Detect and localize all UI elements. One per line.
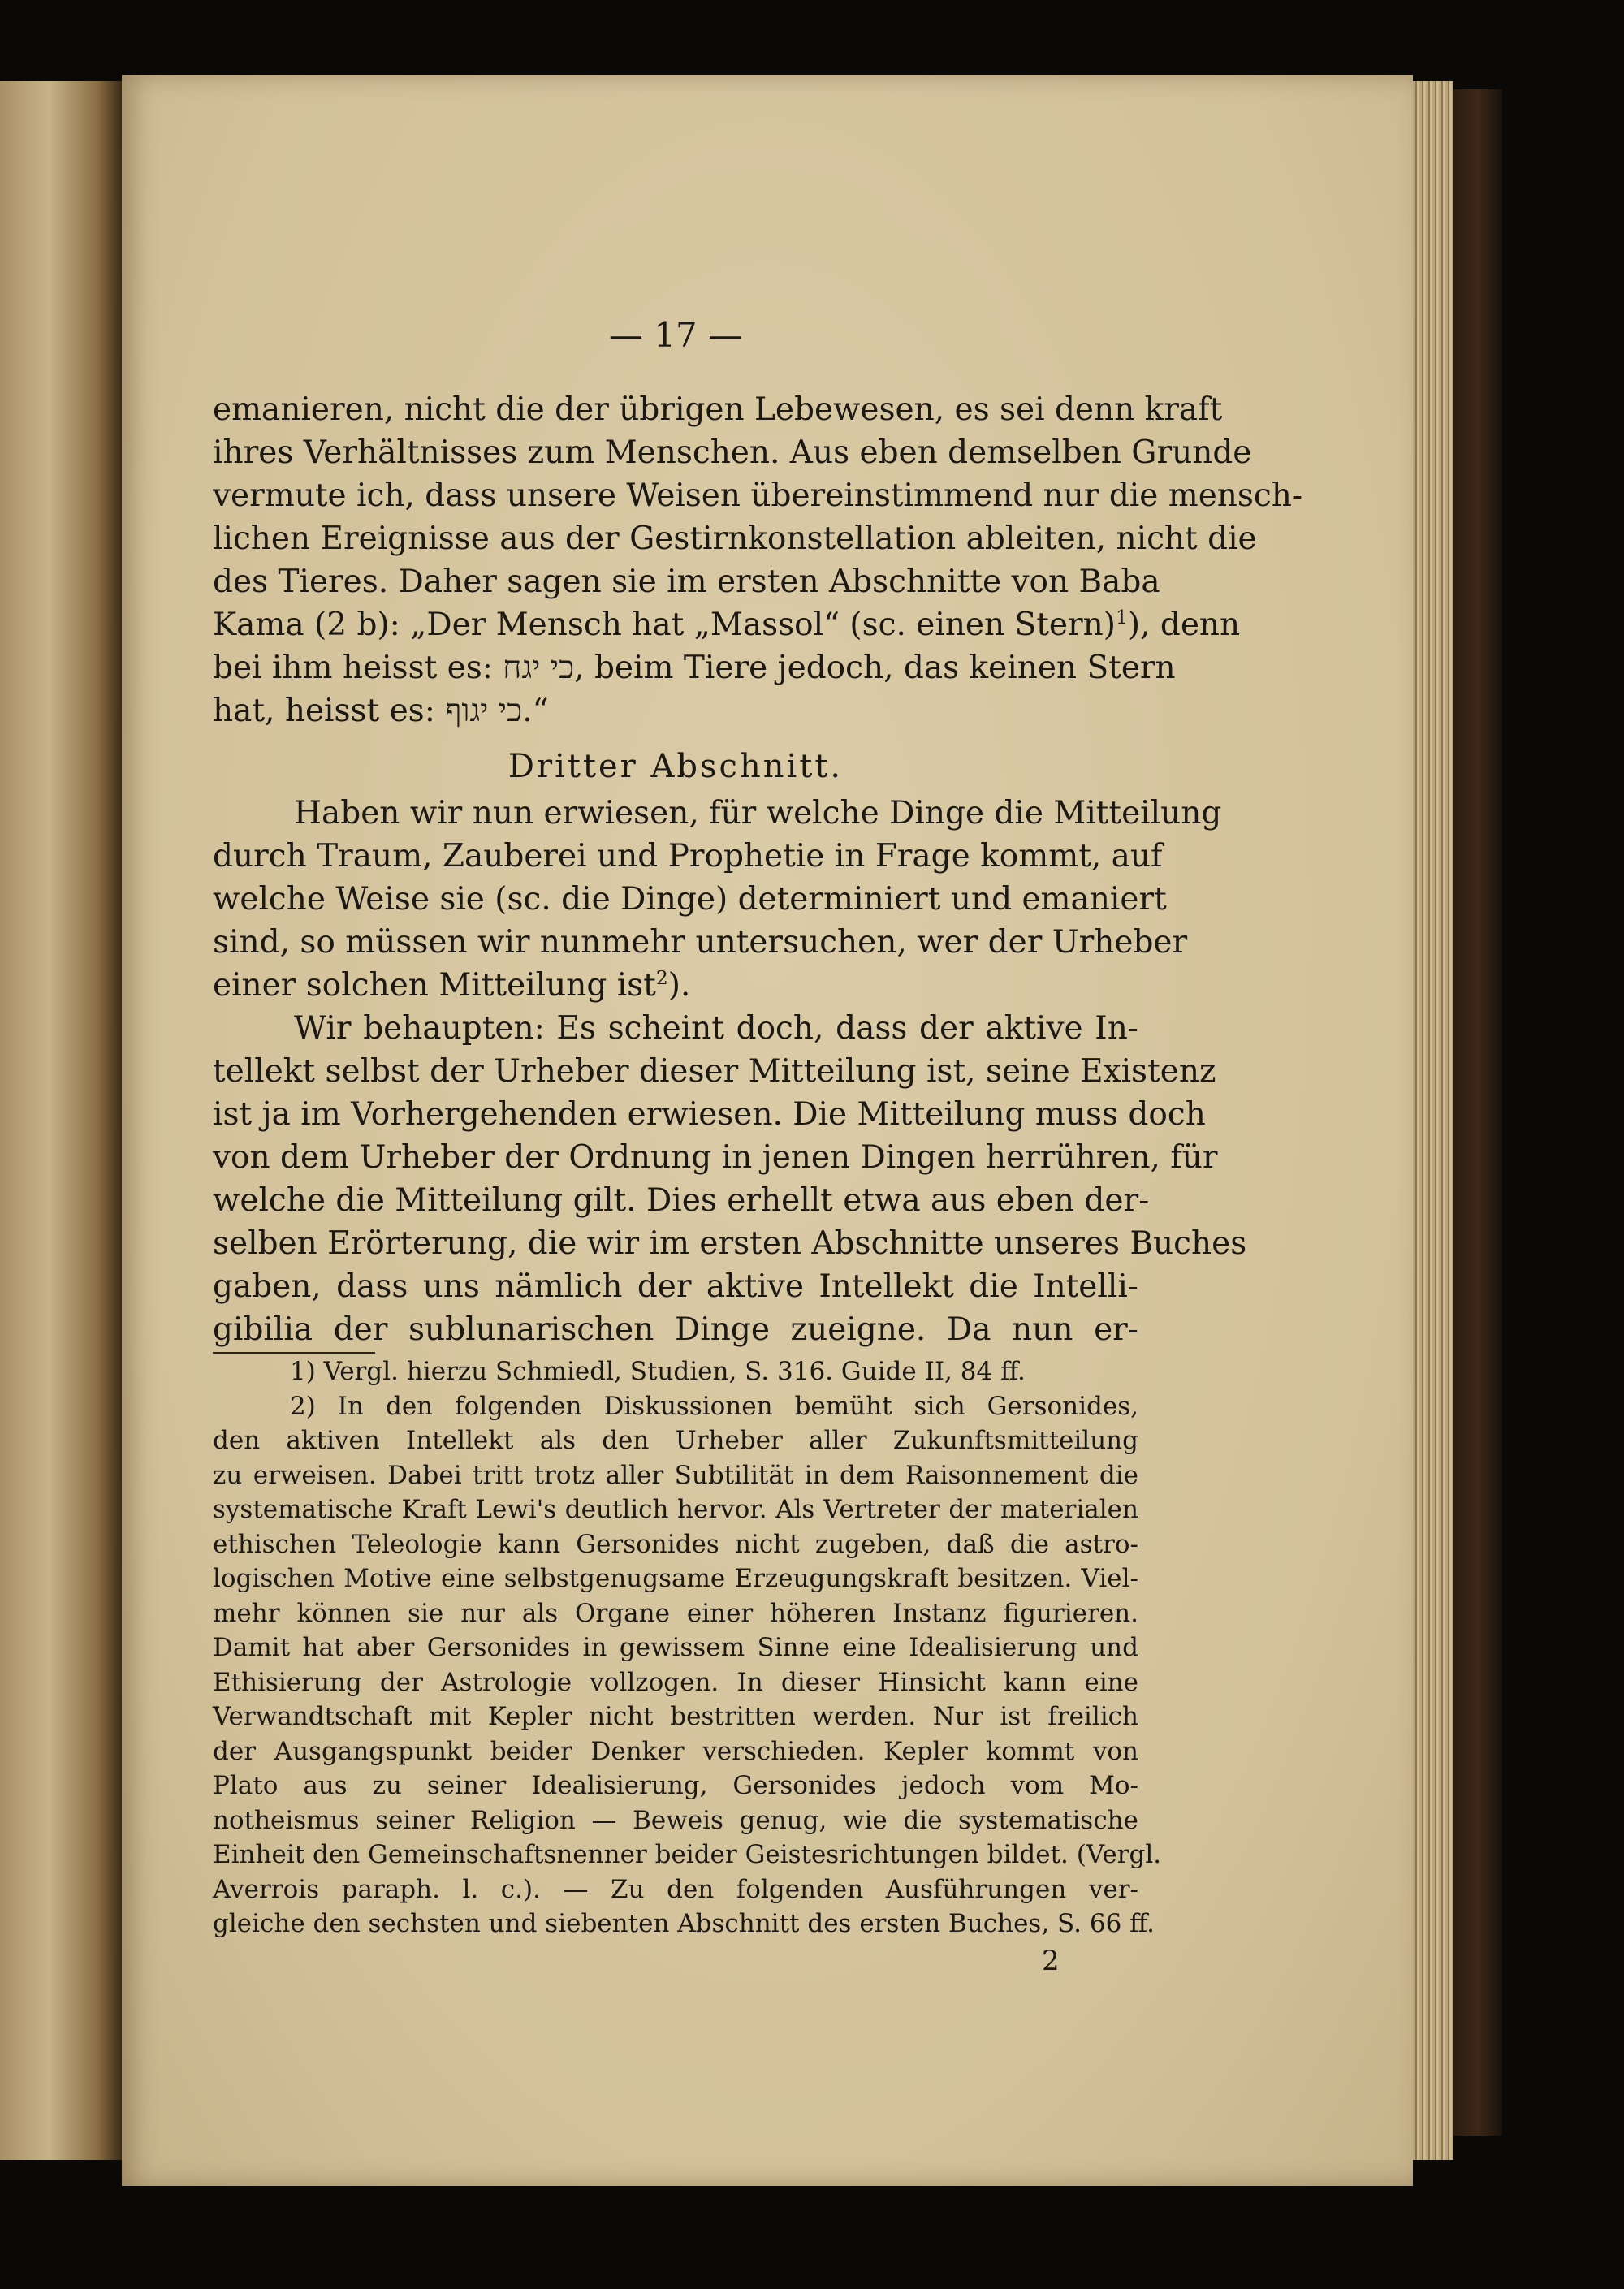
text-line: ist ja im Vorhergehenden erwiesen. Die Mitteilung muss doch: [213, 1096, 1206, 1133]
footnote-line: Plato aus zu seiner Idealisierung, Gersonides jedoch vom Mo-: [213, 1771, 1138, 1800]
text-line: sind, so müssen wir nunmehr untersuchen, wer der Urheber: [213, 924, 1188, 961]
footnote-line: mehr können sie nur als Organe einer höheren Instanz figurieren.: [213, 1598, 1138, 1628]
footnote-line: der Ausgangspunkt beider Denker verschieden. Kepler kommt von: [213, 1736, 1138, 1766]
signature-mark: 2: [1042, 1945, 1060, 1977]
text-line: durch Traum, Zauberei und Prophetie in Frage kommt, auf: [213, 838, 1163, 875]
text-line: emanieren, nicht die der übrigen Lebewesen, es sei denn kraft: [213, 391, 1223, 428]
section-heading: Dritter Abschnitt.: [508, 748, 844, 785]
footnote-line: Einheit den Gemeinschaftsnenner beider Geistesrichtungen bildet. (Vergl.: [213, 1840, 1162, 1869]
text-segment: ).: [667, 967, 691, 1004]
footnote-line: Damit hat aber Gersonides in gewissem Sinne eine Idealisierung und: [213, 1633, 1138, 1662]
body-text: [213, 388, 1303, 1351]
text-line: tellekt selbst der Urheber dieser Mitteilung ist, seine Existenz: [213, 1053, 1216, 1090]
footnote-ref-2: 2: [655, 966, 668, 989]
footnote-line: logischen Motive eine selbstgenugsame Erzeugungskraft besitzen. Viel-: [213, 1564, 1138, 1593]
text-line: hat, heisst es: כי יגוף.“: [213, 693, 549, 729]
text-line: vermute ich, dass unsere Weisen übereinstimmend nur die mensch-: [213, 477, 1303, 514]
footnote-line: systematische Kraft Lewi's deutlich hervor. Als Vertreter der materialen: [213, 1495, 1138, 1524]
text-segment: einer solchen Mitteilung ist: [213, 967, 656, 1004]
text-line: Wir behaupten: Es scheint doch, dass der aktive In-: [294, 1010, 1138, 1047]
footnotes: [213, 1354, 1162, 1941]
page-stack-edge: [1413, 81, 1453, 2160]
footnote-line: Averrois paraph. l. c.). — Zu den folgenden Ausführungen ver-: [213, 1874, 1138, 1904]
text-segment: ), denn: [1127, 607, 1241, 643]
facing-page-edge: [0, 81, 122, 2160]
footnote-line: Ethisierung der Astrologie vollzogen. In dieser Hinsicht kann eine: [213, 1667, 1138, 1697]
footnote-line: den aktiven Intellekt als den Urheber aller Zukunftsmitteilung: [213, 1426, 1138, 1455]
footnote-line: 1) Vergl. hierzu Schmiedl, Studien, S. 316. Guide II, 84 ff.: [290, 1357, 1026, 1386]
text-line: welche Weise sie (sc. die Dinge) determiniert und emaniert: [213, 881, 1167, 918]
footnote-line: Verwandtschaft mit Kepler nicht bestritten werden. Nur ist freilich: [213, 1702, 1138, 1731]
footnote-line: 2) In den folgenden Diskussionen bemüht sich Gersonides,: [290, 1391, 1138, 1421]
book-binding: [1453, 89, 1502, 2136]
text-line: Haben wir nun erwiesen, für welche Dinge die Mitteilung: [294, 795, 1222, 831]
footnote-line: zu erweisen. Dabei tritt trotz aller Subtilität in dem Raisonnement die: [213, 1460, 1138, 1490]
text-line: bei ihm heisst es: כי יגח, beim Tiere jedoch, das keinen Stern: [213, 650, 1176, 686]
footnote-rule: [213, 1352, 375, 1354]
footnote-line: notheismus seiner Religion — Beweis genug, wie die systematische: [213, 1805, 1138, 1835]
text-line: gibilia der sublunarischen Dinge zueigne. Da nun er-: [213, 1311, 1138, 1348]
text-line: des Tieres. Daher sagen sie im ersten Abschnitte von Baba: [213, 564, 1160, 600]
text-segment: Kama (2 b): „Der Mensch hat „Massol“ (sc. einen Stern): [213, 607, 1116, 643]
text-line: lichen Ereignisse aus der Gestirnkonstellation ableiten, nicht die: [213, 520, 1257, 557]
text-line: von dem Urheber der Ordnung in jenen Dingen herrühren, für: [213, 1139, 1218, 1176]
text-line: [213, 603, 1241, 646]
text-line: welche die Mitteilung gilt. Dies erhellt etwa aus eben der-: [213, 1182, 1150, 1219]
text-line: selben Erörterung, die wir im ersten Abschnitte unseres Buches: [213, 1225, 1247, 1262]
text-line: ihres Verhältnisses zum Menschen. Aus eben demselben Grunde: [213, 434, 1252, 471]
footnote-ref-1: 1: [1115, 606, 1128, 628]
footnote-line: gleiche den sechsten und siebenten Abschnitt des ersten Buches, S. 66 ff.: [213, 1909, 1155, 1938]
text-line: gaben, dass uns nämlich der aktive Intellekt die Intelli-: [213, 1268, 1138, 1305]
page-number: — 17 —: [608, 315, 743, 355]
footnote-line: ethischen Teleologie kann Gersonides nicht zugeben, daß die astro-: [213, 1529, 1138, 1559]
text-line: [213, 964, 1138, 1007]
